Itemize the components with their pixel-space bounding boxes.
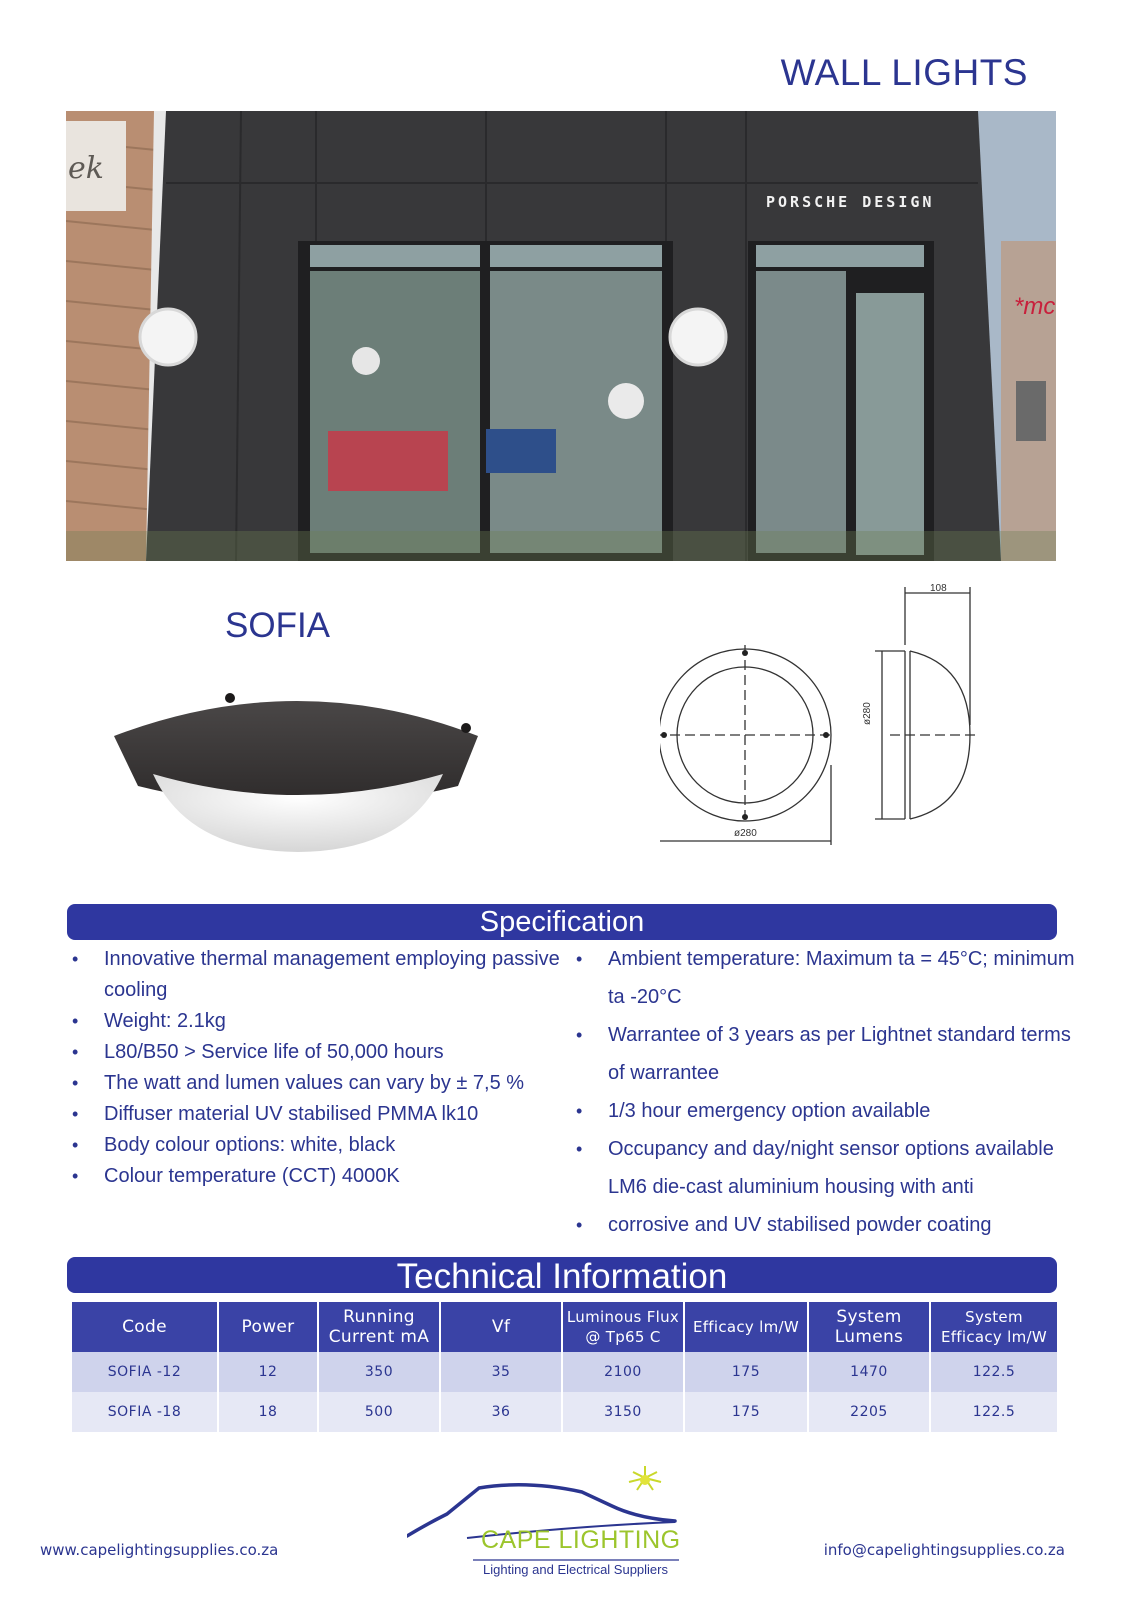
specification-heading: Specification xyxy=(67,904,1057,940)
column-header-current: Running Current mA xyxy=(318,1302,440,1352)
spec-list-right xyxy=(574,940,1084,1244)
cell-code: SOFIA -12 xyxy=(72,1352,218,1392)
width-dimension-label: ø280 xyxy=(734,828,757,839)
cell-power: 12 xyxy=(218,1352,318,1392)
list-item: • Occupancy and day/night sensor options available LM6 die-cast aluminium housing with anti xyxy=(574,1130,1084,1206)
list-item: • 1/3 hour emergency option available xyxy=(574,1092,1084,1130)
technical-heading: Technical Information xyxy=(67,1257,1057,1293)
list-item: • Ambient temperature: Maximum ta = 45°C; minimum ta -20°C xyxy=(574,940,1084,1016)
spec-list-left xyxy=(70,944,560,1192)
cell-current: 500 xyxy=(318,1392,440,1432)
cell-current: 350 xyxy=(318,1352,440,1392)
website-link[interactable]: www.capelightingsupplies.co.za xyxy=(40,1541,279,1559)
height-dimension-label: ø280 xyxy=(862,702,873,725)
column-header-flux: Luminous Flux @ Tp65 C xyxy=(562,1302,684,1352)
logo-tagline: Lighting and Electrical Suppliers xyxy=(483,1562,668,1577)
cell-power: 18 xyxy=(218,1392,318,1432)
right-shop-sign: *mc xyxy=(1014,293,1056,320)
product-photo xyxy=(108,686,488,861)
column-header-power: Power xyxy=(218,1302,318,1352)
cell-code: SOFIA -18 xyxy=(72,1392,218,1432)
cell-vf: 36 xyxy=(440,1392,562,1432)
email-link[interactable]: info@capelightingsupplies.co.za xyxy=(823,1541,1065,1559)
cell-lumens: 1470 xyxy=(808,1352,930,1392)
table-row xyxy=(72,1352,1057,1392)
product-name: SOFIA xyxy=(225,606,331,645)
technical-drawing xyxy=(660,585,1000,850)
cell-system-efficacy: 122.5 xyxy=(930,1392,1057,1432)
hero-photo xyxy=(66,111,1056,561)
cell-vf: 35 xyxy=(440,1352,562,1392)
cell-flux: 3150 xyxy=(562,1392,684,1432)
logo-name: CAPE LIGHTING xyxy=(481,1526,681,1554)
column-header-efficacy: Efficacy lm/W xyxy=(684,1302,808,1352)
column-header-lumens: System Lumens xyxy=(808,1302,930,1352)
list-item: • The watt and lumen values can vary by ± 7,5 % xyxy=(70,1068,560,1099)
column-header-vf: Vf xyxy=(440,1302,562,1352)
list-item: • Diffuser material UV stabilised PMMA lk10 xyxy=(70,1099,560,1130)
table-header-row xyxy=(72,1302,1057,1352)
list-item: • corrosive and UV stabilised powder coating xyxy=(574,1206,1084,1244)
table-row xyxy=(72,1392,1057,1432)
left-shop-sign: ek xyxy=(68,151,104,186)
cell-flux: 2100 xyxy=(562,1352,684,1392)
list-item: • Colour temperature (CCT) 4000K xyxy=(70,1161,560,1192)
cell-efficacy: 175 xyxy=(684,1352,808,1392)
cell-lumens: 2205 xyxy=(808,1392,930,1432)
list-item: • L80/B50 > Service life of 50,000 hours xyxy=(70,1037,560,1068)
cell-efficacy: 175 xyxy=(684,1392,808,1432)
technical-table xyxy=(72,1302,1057,1432)
list-item: • Body colour options: white, black xyxy=(70,1130,560,1161)
list-item: • Warrantee of 3 years as per Lightnet standard terms of warrantee xyxy=(574,1016,1084,1092)
depth-dimension-label: 108 xyxy=(930,583,947,594)
list-item: • Weight: 2.1kg xyxy=(70,1006,560,1037)
cell-system-efficacy: 122.5 xyxy=(930,1352,1057,1392)
column-header-code: Code xyxy=(72,1302,218,1352)
page-title: WALL LIGHTS xyxy=(780,52,1028,93)
list-item: • Innovative thermal management employing passive cooling xyxy=(70,944,560,1006)
column-header-system-efficacy: System Efficacy lm/W xyxy=(930,1302,1057,1352)
brand-sign: PORSCHE DESIGN xyxy=(766,193,935,211)
company-logo xyxy=(407,1466,727,1581)
